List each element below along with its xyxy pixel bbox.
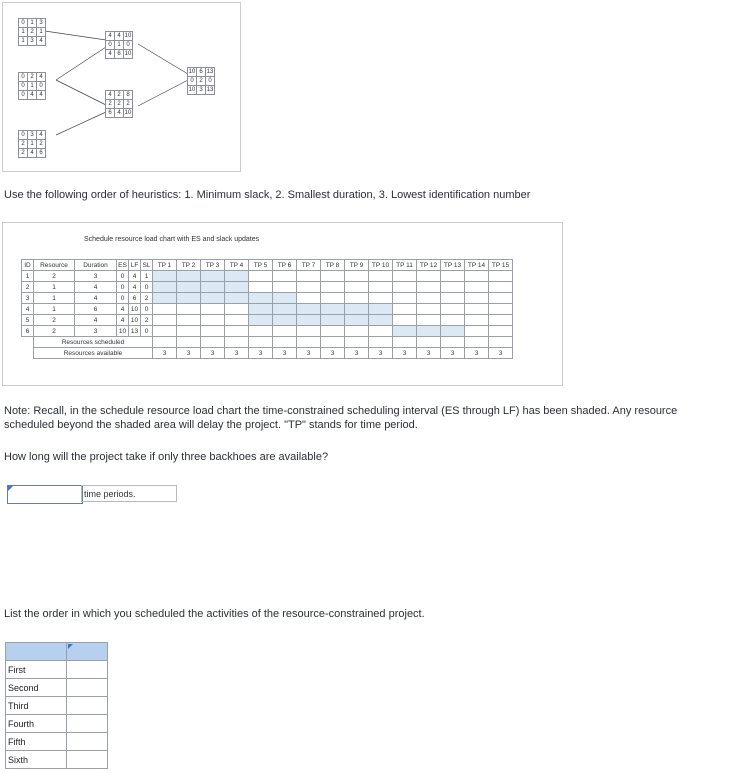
available-cell: 3 bbox=[153, 348, 177, 359]
time-window-cell bbox=[201, 293, 225, 304]
order-input[interactable] bbox=[67, 697, 108, 715]
tp-cell bbox=[489, 271, 513, 282]
node-cell: 2 bbox=[106, 100, 115, 109]
time-window-cell bbox=[153, 293, 177, 304]
tp-cell bbox=[297, 282, 321, 293]
activity-row bbox=[22, 282, 513, 293]
tp-cell bbox=[441, 293, 465, 304]
scheduled-cell bbox=[417, 337, 441, 348]
available-cell: 3 bbox=[201, 348, 225, 359]
activity-lf: 13 bbox=[129, 326, 141, 337]
scheduled-cell bbox=[201, 337, 225, 348]
node-cell: 4 bbox=[28, 149, 37, 158]
time-window-cell bbox=[297, 304, 321, 315]
activity-resource: 2 bbox=[34, 326, 75, 337]
tp-cell bbox=[417, 282, 441, 293]
heuristics-text: Use the following order of heuristics: 1. Minimum slack, 2. Smallest duration, 3. Lowest identification number bbox=[4, 189, 531, 201]
tp-cell bbox=[297, 271, 321, 282]
scheduled-cell bbox=[489, 337, 513, 348]
tp-cell bbox=[345, 293, 369, 304]
time-window-cell bbox=[345, 315, 369, 326]
order-row bbox=[6, 661, 108, 679]
node-cell: 4 bbox=[28, 91, 37, 100]
tp-cell bbox=[393, 271, 417, 282]
column-header: ES bbox=[118, 261, 127, 269]
scheduled-cell bbox=[369, 337, 393, 348]
network-node bbox=[18, 72, 46, 100]
node-cell: 2 bbox=[124, 100, 133, 109]
tp-cell bbox=[297, 326, 321, 337]
available-cell: 3 bbox=[345, 348, 369, 359]
edge-4-6 bbox=[138, 44, 188, 74]
activity-lf: 4 bbox=[129, 282, 141, 293]
tp-cell bbox=[249, 271, 273, 282]
time-window-cell bbox=[249, 293, 273, 304]
node-cell: 2 bbox=[19, 149, 28, 158]
tp-header: TP 9 bbox=[345, 260, 369, 271]
order-table-header bbox=[6, 643, 108, 661]
time-window-cell bbox=[201, 271, 225, 282]
available-cell: 3 bbox=[297, 348, 321, 359]
activity-slack: 0 bbox=[141, 304, 153, 315]
activity-resource: 2 bbox=[34, 315, 75, 326]
order-input[interactable] bbox=[67, 661, 108, 679]
activity-es: 4 bbox=[117, 304, 129, 315]
tp-header: TP 6 bbox=[273, 260, 297, 271]
tp-cell bbox=[489, 326, 513, 337]
order-input[interactable] bbox=[67, 733, 108, 751]
node-cell: 0 bbox=[188, 77, 197, 86]
tp-cell bbox=[225, 315, 249, 326]
time-window-cell bbox=[393, 326, 417, 337]
order-header-input-cell bbox=[67, 643, 108, 661]
time-window-cell bbox=[201, 282, 225, 293]
activity-row bbox=[22, 293, 513, 304]
tp-cell bbox=[201, 326, 225, 337]
time-window-cell bbox=[273, 293, 297, 304]
node-cell: 0 bbox=[124, 41, 133, 50]
edge-1-4 bbox=[38, 30, 106, 40]
node-cell: 2 bbox=[197, 77, 206, 86]
time-window-cell bbox=[441, 326, 465, 337]
network-node bbox=[105, 31, 133, 59]
node-cell: 13 bbox=[206, 69, 214, 75]
tp-cell bbox=[465, 282, 489, 293]
node-cell: 8 bbox=[124, 91, 133, 100]
network-node bbox=[187, 67, 215, 95]
time-window-cell bbox=[225, 293, 249, 304]
order-label: Fourth bbox=[6, 715, 67, 733]
scheduled-cell bbox=[297, 337, 321, 348]
scheduled-cell bbox=[273, 337, 297, 348]
node-cell: 13 bbox=[206, 87, 214, 93]
chart-title: Schedule resource load chart with ES and slack updates bbox=[84, 236, 260, 243]
tp-cell bbox=[441, 304, 465, 315]
node-cell: 6 bbox=[115, 50, 124, 59]
order-row bbox=[6, 715, 108, 733]
tp-cell bbox=[345, 271, 369, 282]
node-cell: 1 bbox=[28, 19, 37, 28]
edge-3-5 bbox=[56, 112, 106, 135]
time-window-cell bbox=[177, 293, 201, 304]
activity-duration: 6 bbox=[75, 304, 117, 315]
activity-duration: 3 bbox=[75, 271, 117, 282]
tp-header: TP 4 bbox=[225, 260, 249, 271]
order-input[interactable] bbox=[67, 751, 108, 769]
time-window-cell bbox=[177, 282, 201, 293]
activity-resource: 1 bbox=[34, 304, 75, 315]
time-window-cell bbox=[225, 271, 249, 282]
activity-resource: 2 bbox=[34, 271, 75, 282]
node-cell: 2 bbox=[19, 140, 28, 149]
node-cell: 2 bbox=[28, 73, 37, 82]
node-cell: 4 bbox=[106, 91, 115, 100]
scheduled-cell bbox=[153, 337, 177, 348]
activity-row bbox=[22, 271, 513, 282]
node-cell: 10 bbox=[124, 110, 132, 116]
tp-cell bbox=[369, 293, 393, 304]
node-cell: 1 bbox=[28, 82, 37, 91]
tp-cell bbox=[441, 271, 465, 282]
tp-header: TP 10 bbox=[369, 260, 393, 271]
order-header-label-cell bbox=[6, 643, 67, 661]
spacer-cell bbox=[22, 337, 34, 348]
tp-cell bbox=[177, 304, 201, 315]
activity-lf: 10 bbox=[129, 315, 141, 326]
tp-header: TP 2 bbox=[177, 260, 201, 271]
available-cell: 3 bbox=[417, 348, 441, 359]
column-header: Resource bbox=[34, 260, 75, 271]
time-window-cell bbox=[297, 315, 321, 326]
order-input[interactable] bbox=[67, 679, 108, 697]
resources-available-row bbox=[22, 348, 513, 359]
tp-cell bbox=[393, 293, 417, 304]
scheduled-cell bbox=[345, 337, 369, 348]
activity-slack: 2 bbox=[141, 293, 153, 304]
order-label: Sixth bbox=[6, 751, 67, 769]
time-window-cell bbox=[273, 304, 297, 315]
activity-id: 4 bbox=[22, 304, 34, 315]
activity-duration: 4 bbox=[75, 293, 117, 304]
tp-header: TP 15 bbox=[489, 260, 513, 271]
activity-es: 0 bbox=[117, 282, 129, 293]
activity-duration: 4 bbox=[75, 282, 117, 293]
node-cell: 0 bbox=[206, 77, 215, 86]
node-cell: 0 bbox=[19, 91, 28, 100]
node-cell: 0 bbox=[19, 19, 28, 28]
tp-cell bbox=[417, 304, 441, 315]
tp-header: TP 11 bbox=[393, 260, 417, 271]
tp-cell bbox=[153, 315, 177, 326]
available-cell: 3 bbox=[177, 348, 201, 359]
activity-id: 5 bbox=[22, 315, 34, 326]
activity-es: 0 bbox=[117, 271, 129, 282]
activity-slack: 1 bbox=[141, 271, 153, 282]
available-cell: 3 bbox=[489, 348, 513, 359]
order-row bbox=[6, 679, 108, 697]
time-window-cell bbox=[225, 282, 249, 293]
order-label: First bbox=[6, 661, 67, 679]
node-cell: 4 bbox=[106, 32, 115, 41]
column-header: SL bbox=[141, 260, 153, 271]
node-cell: 6 bbox=[197, 68, 206, 77]
node-cell: 1 bbox=[28, 140, 37, 149]
node-cell: 1 bbox=[115, 41, 124, 50]
tp-cell bbox=[321, 293, 345, 304]
activity-es: 0 bbox=[117, 293, 129, 304]
tp-cell bbox=[489, 304, 513, 315]
node-cell: 0 bbox=[106, 41, 115, 50]
tp-cell bbox=[417, 293, 441, 304]
tp-cell bbox=[441, 315, 465, 326]
node-cell: 1 bbox=[19, 37, 28, 46]
activity-slack: 0 bbox=[141, 326, 153, 337]
time-window-cell bbox=[369, 315, 393, 326]
flag-icon bbox=[68, 644, 73, 649]
activity-slack: 0 bbox=[141, 282, 153, 293]
network-node bbox=[18, 18, 46, 46]
node-cell: 2 bbox=[115, 100, 124, 109]
tp-cell bbox=[273, 271, 297, 282]
activity-row bbox=[22, 315, 513, 326]
tp-cell bbox=[321, 282, 345, 293]
column-header: ID bbox=[22, 260, 34, 271]
time-window-cell bbox=[249, 304, 273, 315]
scheduled-cell bbox=[393, 337, 417, 348]
tp-cell bbox=[465, 293, 489, 304]
tp-header: TP 8 bbox=[321, 260, 345, 271]
network-node bbox=[105, 90, 133, 118]
activity-resource: 1 bbox=[34, 293, 75, 304]
node-cell: 3 bbox=[37, 19, 46, 28]
tp-header: TP 3 bbox=[201, 260, 225, 271]
tp-cell bbox=[273, 282, 297, 293]
time-window-cell bbox=[369, 304, 393, 315]
available-cell: 3 bbox=[321, 348, 345, 359]
tp-cell bbox=[465, 315, 489, 326]
tp-cell bbox=[369, 282, 393, 293]
activity-id: 3 bbox=[22, 293, 34, 304]
tp-cell bbox=[249, 282, 273, 293]
order-label: Third bbox=[6, 697, 67, 715]
node-cell: 2 bbox=[115, 91, 124, 100]
activity-slack: 2 bbox=[141, 315, 153, 326]
node-cell: 10 bbox=[188, 69, 196, 75]
tp-header: TP 5 bbox=[249, 260, 273, 271]
order-row bbox=[6, 751, 108, 769]
resource-load-table bbox=[21, 259, 513, 359]
resources-scheduled-row bbox=[22, 337, 513, 348]
node-cell: 4 bbox=[37, 131, 46, 140]
edge-2-5 bbox=[56, 80, 106, 105]
order-input[interactable] bbox=[67, 715, 108, 733]
node-cell: 0 bbox=[19, 82, 28, 91]
duration-unit-label: time periods. bbox=[81, 485, 177, 502]
activity-resource: 1 bbox=[34, 282, 75, 293]
node-cell: 3 bbox=[197, 86, 206, 95]
node-cell: 6 bbox=[106, 109, 115, 118]
node-cell: 4 bbox=[37, 37, 46, 46]
node-cell: 2 bbox=[28, 28, 37, 37]
tp-cell bbox=[225, 304, 249, 315]
node-cell: 4 bbox=[37, 91, 46, 100]
chart-header-row bbox=[22, 260, 513, 271]
resources-scheduled-label: Resources scheduled bbox=[34, 337, 153, 348]
available-cell: 3 bbox=[225, 348, 249, 359]
tp-cell bbox=[201, 304, 225, 315]
time-window-cell bbox=[153, 282, 177, 293]
tp-cell bbox=[465, 271, 489, 282]
tp-cell bbox=[345, 326, 369, 337]
activity-duration: 4 bbox=[75, 315, 117, 326]
order-label: Fifth bbox=[6, 733, 67, 751]
tp-cell bbox=[417, 315, 441, 326]
time-window-cell bbox=[321, 304, 345, 315]
tp-cell bbox=[345, 282, 369, 293]
node-cell: 3 bbox=[28, 37, 37, 46]
tp-cell bbox=[417, 271, 441, 282]
tp-cell bbox=[297, 293, 321, 304]
node-cell: 2 bbox=[37, 140, 46, 149]
node-cell: 4 bbox=[106, 50, 115, 59]
node-cell: 4 bbox=[37, 73, 46, 82]
tp-cell bbox=[393, 315, 417, 326]
scheduled-cell bbox=[249, 337, 273, 348]
activity-id: 6 bbox=[22, 326, 34, 337]
activity-lf: 10 bbox=[129, 304, 141, 315]
time-window-cell bbox=[273, 315, 297, 326]
activity-es: 10 bbox=[117, 326, 129, 337]
node-cell: 1 bbox=[37, 28, 46, 37]
tp-cell bbox=[321, 271, 345, 282]
tp-cell bbox=[393, 282, 417, 293]
tp-cell bbox=[369, 271, 393, 282]
duration-answer-input[interactable] bbox=[7, 485, 83, 504]
column-header: Duration bbox=[75, 260, 117, 271]
note-text: Note: Recall, in the schedule resource load chart the time-constrained scheduling interval (ES through LF) has been shaded. Any resource scheduled beyond the shaded area will delay the project. "TP" stands for time period. bbox=[4, 405, 678, 431]
available-cell: 3 bbox=[393, 348, 417, 359]
time-window-cell bbox=[177, 271, 201, 282]
activity-id: 1 bbox=[22, 271, 34, 282]
node-cell: 6 bbox=[37, 149, 46, 158]
tp-cell bbox=[201, 315, 225, 326]
tp-cell bbox=[489, 293, 513, 304]
time-window-cell bbox=[345, 304, 369, 315]
available-cell: 3 bbox=[249, 348, 273, 359]
node-cell: 4 bbox=[115, 32, 124, 41]
node-cell: 4 bbox=[115, 109, 124, 118]
edge-5-6 bbox=[138, 80, 188, 106]
available-cell: 3 bbox=[441, 348, 465, 359]
tp-header: TP 12 bbox=[417, 260, 441, 271]
scheduled-cell bbox=[225, 337, 249, 348]
tp-cell bbox=[273, 326, 297, 337]
available-cell: 3 bbox=[369, 348, 393, 359]
tp-cell bbox=[153, 326, 177, 337]
scheduled-cell bbox=[465, 337, 489, 348]
tp-cell bbox=[177, 326, 201, 337]
activity-row bbox=[22, 326, 513, 337]
tp-cell bbox=[249, 326, 273, 337]
tp-cell bbox=[393, 304, 417, 315]
node-cell: 1 bbox=[19, 28, 28, 37]
tp-cell bbox=[369, 326, 393, 337]
spacer-cell bbox=[22, 348, 34, 359]
available-cell: 3 bbox=[465, 348, 489, 359]
node-cell: 10 bbox=[124, 51, 132, 57]
node-cell: 0 bbox=[19, 73, 28, 82]
flag-icon bbox=[8, 486, 13, 491]
tp-cell bbox=[465, 326, 489, 337]
time-window-cell bbox=[153, 271, 177, 282]
activity-row bbox=[22, 304, 513, 315]
tp-cell bbox=[177, 315, 201, 326]
node-cell: 0 bbox=[37, 82, 46, 91]
tp-cell bbox=[489, 282, 513, 293]
activity-id: 2 bbox=[22, 282, 34, 293]
scheduled-cell bbox=[321, 337, 345, 348]
tp-header: TP 14 bbox=[465, 260, 489, 271]
node-cell: 0 bbox=[19, 131, 28, 140]
time-window-cell bbox=[417, 326, 441, 337]
time-window-cell bbox=[321, 315, 345, 326]
order-label: Second bbox=[6, 679, 67, 697]
activity-es: 4 bbox=[117, 315, 129, 326]
activity-duration: 3 bbox=[75, 326, 117, 337]
tp-header: TP 7 bbox=[297, 260, 321, 271]
resources-available-label: Resources available bbox=[34, 348, 153, 359]
network-node bbox=[18, 130, 46, 158]
tp-cell bbox=[153, 304, 177, 315]
tp-cell bbox=[441, 282, 465, 293]
node-cell: 10 bbox=[124, 33, 132, 39]
activity-lf: 4 bbox=[129, 271, 141, 282]
question-duration: How long will the project take if only three backhoes are available? bbox=[4, 451, 329, 463]
node-cell: 3 bbox=[28, 131, 37, 140]
scheduled-cell bbox=[177, 337, 201, 348]
node-cell: 10 bbox=[188, 87, 196, 93]
schedule-order-table bbox=[5, 642, 108, 769]
order-row bbox=[6, 733, 108, 751]
scheduled-cell bbox=[441, 337, 465, 348]
available-cell: 3 bbox=[273, 348, 297, 359]
column-header: LF bbox=[129, 260, 141, 271]
tp-header: TP 13 bbox=[441, 260, 465, 271]
edge-2-4 bbox=[56, 47, 106, 80]
time-window-cell bbox=[249, 315, 273, 326]
tp-cell bbox=[489, 315, 513, 326]
tp-cell bbox=[465, 304, 489, 315]
tp-cell bbox=[321, 326, 345, 337]
activity-lf: 6 bbox=[129, 293, 141, 304]
tp-header: TP 1 bbox=[153, 260, 177, 271]
tp-cell bbox=[225, 326, 249, 337]
question-order: List the order in which you scheduled the activities of the resource-constrained project. bbox=[4, 608, 425, 620]
order-row bbox=[6, 697, 108, 715]
